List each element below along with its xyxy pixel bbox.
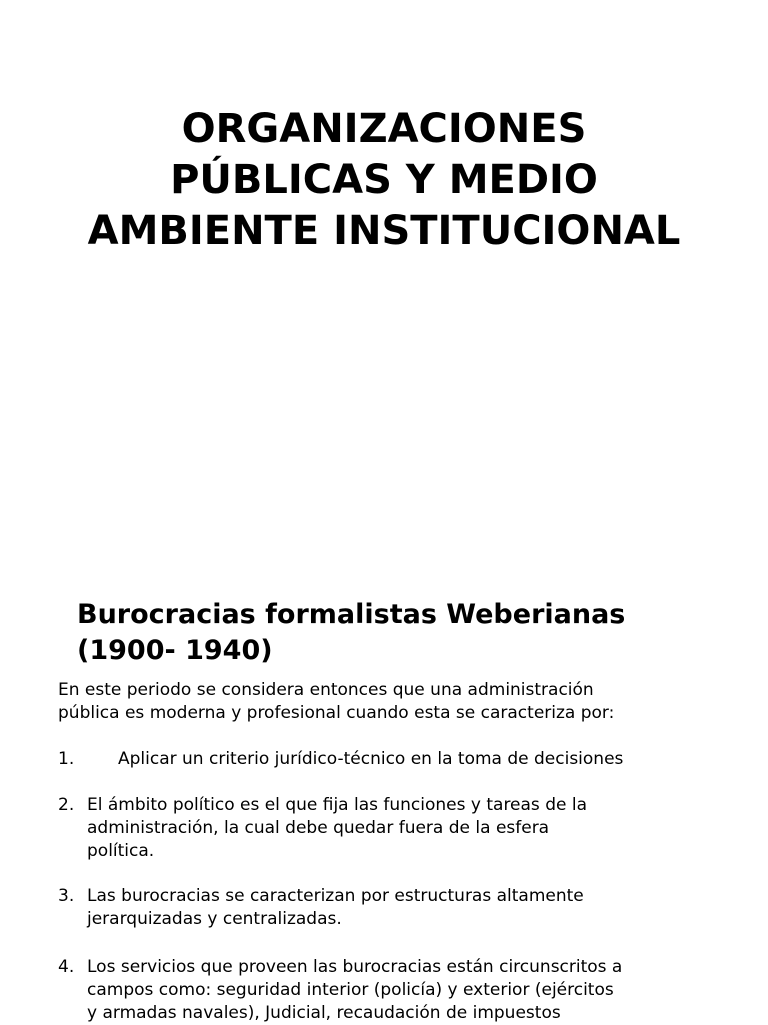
list-item-text: campos como: seguridad interior (policía) y exterior (ejércitos	[87, 980, 614, 1000]
list-item-text: jerarquizadas y centralizadas.	[87, 909, 342, 929]
section-heading-line: Burocracias formalistas Weberianas	[77, 599, 626, 630]
title-line: AMBIENTE INSTITUCIONAL	[87, 208, 681, 254]
list-item-text: Los servicios que proveen las burocracias están circunscritos a	[87, 957, 623, 977]
list-item-text: Las burocracias se caracterizan por estructuras altamente	[87, 886, 584, 906]
intro-paragraph	[58, 679, 748, 725]
list-item-text: administración, la cual debe quedar fuera de la esfera	[87, 818, 550, 838]
title-line: ORGANIZACIONES	[181, 106, 587, 152]
list-item-text: y armadas navales), Judicial, recaudación de impuestos	[87, 1003, 561, 1023]
list-item	[58, 885, 758, 931]
intro-line: En este periodo se considera entonces que una administración	[58, 680, 594, 700]
title-line: PÚBLICAS Y MEDIO	[170, 157, 598, 203]
list-item-text: El ámbito político es el que fija las funciones y tareas de la	[87, 795, 587, 815]
list-item	[58, 794, 758, 863]
list-item-number: 1.	[58, 749, 75, 769]
list-item	[58, 956, 758, 1025]
list-item-text: política.	[87, 841, 155, 861]
section-heading-line: (1900- 1940)	[77, 635, 273, 666]
list-item-number: 3.	[58, 886, 75, 906]
list-item	[58, 748, 758, 771]
list-item-number: 4.	[58, 957, 75, 977]
intro-line: pública es moderna y profesional cuando esta se caracteriza por:	[58, 703, 615, 723]
section-heading	[77, 597, 737, 669]
slide-title	[0, 104, 768, 257]
list-item-text: Aplicar un criterio jurídico-técnico en la toma de decisiones	[118, 749, 624, 769]
list-item-number: 2.	[58, 795, 75, 815]
